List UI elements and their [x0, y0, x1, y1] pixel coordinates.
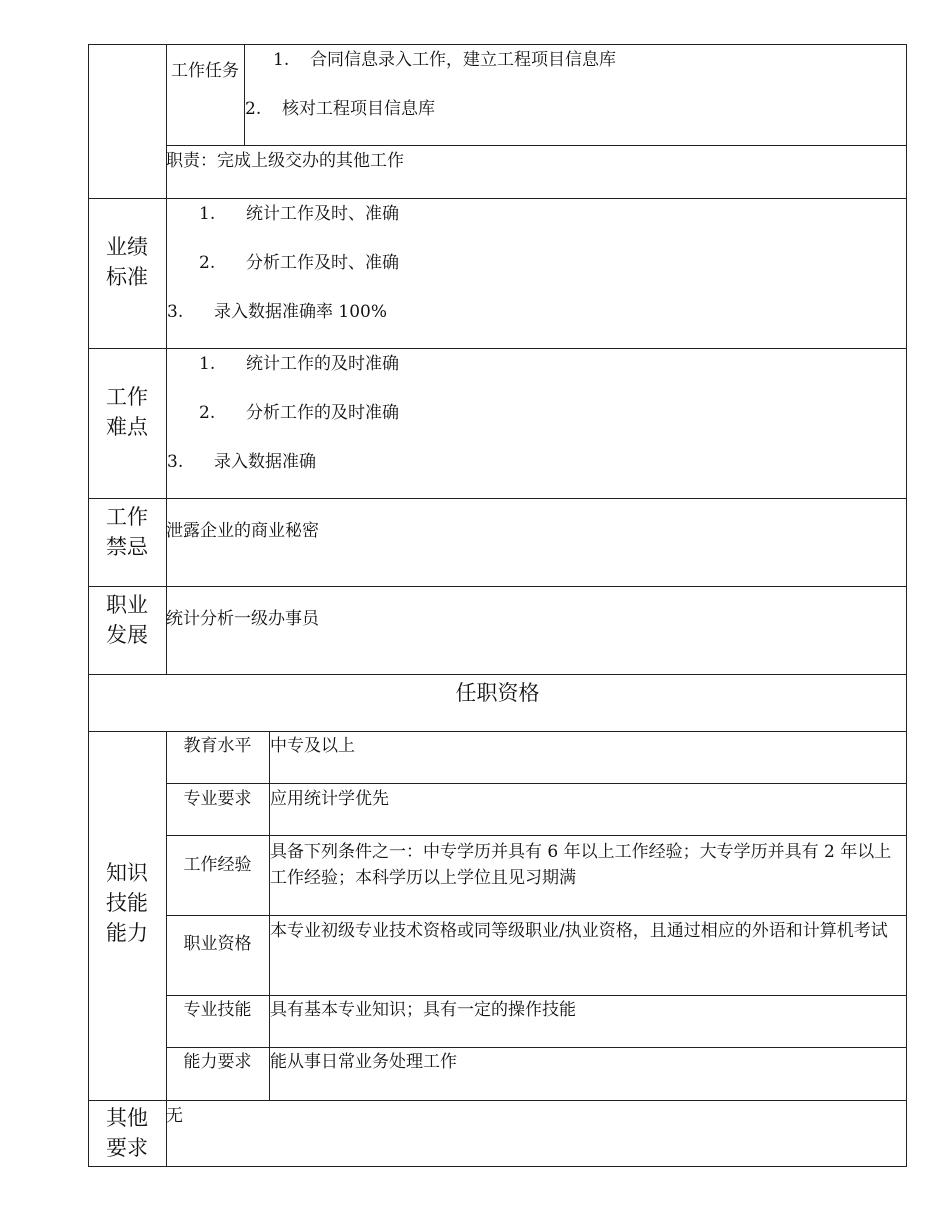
row-divider: [166, 1047, 907, 1048]
qualification-value: 具备下列条件之一：中专学历并具有 6 年以上工作经验；大专学历并具有 2 年以上工作经验；本科学历以上学位且见习期满: [270, 842, 892, 888]
other-text: 无: [166, 1106, 183, 1126]
row-divider: [88, 1100, 907, 1101]
row-divider: [88, 731, 907, 732]
qualification-key: 专业要求: [183, 789, 252, 809]
career-text: 统计分析一级办事员: [166, 609, 319, 629]
row-divider: [88, 674, 907, 675]
task-text: 核对工程项目信息库: [282, 99, 435, 119]
column-divider: [244, 44, 245, 145]
performance-number: 3.: [167, 302, 184, 322]
qualification-title: 任职资格: [455, 681, 540, 705]
qualification-value: 具有基本专业知识；具有一定的操作技能: [270, 1000, 576, 1020]
performance-number: 1.: [199, 204, 216, 224]
row-divider: [166, 995, 907, 996]
row-divider: [166, 835, 907, 836]
other-label: 其他要求: [106, 1106, 148, 1160]
row-divider: [88, 348, 907, 349]
career-label: 职业发展: [106, 593, 148, 647]
qualification-value: 中专及以上: [270, 736, 355, 756]
difficulty-number: 1.: [199, 354, 216, 374]
qualification-key: 工作经验: [183, 855, 252, 875]
qualification-key: 职业资格: [183, 934, 252, 954]
qualification-value: 本专业初级专业技术资格或同等级职业/执业资格，且通过相应的外语和计算机考试: [270, 921, 888, 941]
difficulty-text: 分析工作的及时准确: [246, 403, 399, 423]
taboo-label: 工作禁忌: [106, 505, 148, 559]
qualification-key: 能力要求: [183, 1052, 252, 1072]
task-number: 1.: [273, 50, 290, 70]
qualification-key: 教育水平: [183, 736, 252, 756]
job-description-table: [88, 44, 907, 1167]
performance-text: 录入数据准确率 100%: [214, 302, 388, 322]
difficulty-number: 2.: [199, 403, 216, 423]
row-divider: [166, 145, 907, 146]
task-number: 2.: [245, 99, 262, 119]
difficulty-label: 工作难点: [106, 385, 148, 439]
row-divider: [88, 586, 907, 587]
row-divider: [88, 198, 907, 199]
qualification-key: 专业技能: [183, 1000, 252, 1020]
responsibility-text: 职责：完成上级交办的其他工作: [166, 151, 404, 171]
column-divider: [166, 731, 167, 1167]
task-label: 工作任务: [171, 61, 239, 81]
row-divider: [166, 783, 907, 784]
column-divider: [166, 44, 167, 674]
knowledge-label: 知识技能能力: [106, 861, 148, 945]
row-divider: [166, 915, 907, 916]
task-text: 合同信息录入工作，建立工程项目信息库: [310, 50, 616, 70]
row-divider: [88, 498, 907, 499]
performance-number: 2.: [199, 253, 216, 273]
performance-text: 分析工作及时、准确: [246, 253, 399, 273]
difficulty-text: 统计工作的及时准确: [246, 354, 399, 374]
performance-label: 业绩标准: [106, 235, 148, 289]
taboo-text: 泄露企业的商业秘密: [166, 521, 319, 541]
difficulty-number: 3.: [167, 452, 184, 472]
difficulty-text: 录入数据准确: [214, 452, 316, 472]
qualification-value: 应用统计学优先: [270, 789, 389, 809]
qualification-value: 能从事日常业务处理工作: [270, 1052, 457, 1072]
performance-text: 统计工作及时、准确: [246, 204, 399, 224]
